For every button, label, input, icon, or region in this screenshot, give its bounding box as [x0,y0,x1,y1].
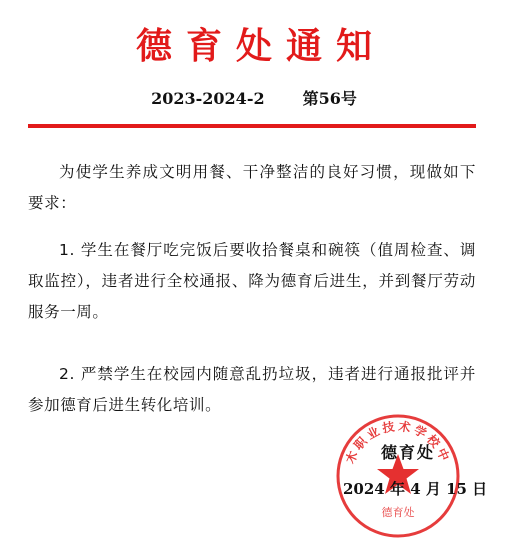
seal-center-text: 德育处 [381,506,415,519]
signature-date: 2024 年 4 月 15 日 [343,480,488,498]
signature-department: 德育处 [381,443,436,462]
document-number-line [0,86,508,109]
notice-title: 德育处通知 [135,25,386,67]
official-seal-stamp [334,412,462,540]
intro-paragraph: 为使学生养成文明用餐、干净整洁的良好习惯，现做如下要求： [28,163,476,212]
document-issue-number: 第56号 [302,89,357,108]
document-code: 2023-2024-2 [151,89,265,108]
red-divider-line [28,124,476,128]
seal-ring-text: 木职业技术学校中 [342,419,454,466]
requirement-item-2: 2. 严禁学生在校园内随意乱扔垃圾，违者进行通报批评并参加德育后进生转化培训。 [28,365,476,414]
requirement-item-1: 1. 学生在餐厅吃完饭后要收拾餐桌和碗筷（值周检查、调取监控），违者进行全校通报、降为德育后进生，并到餐厅劳动服务一周。 [28,241,476,321]
